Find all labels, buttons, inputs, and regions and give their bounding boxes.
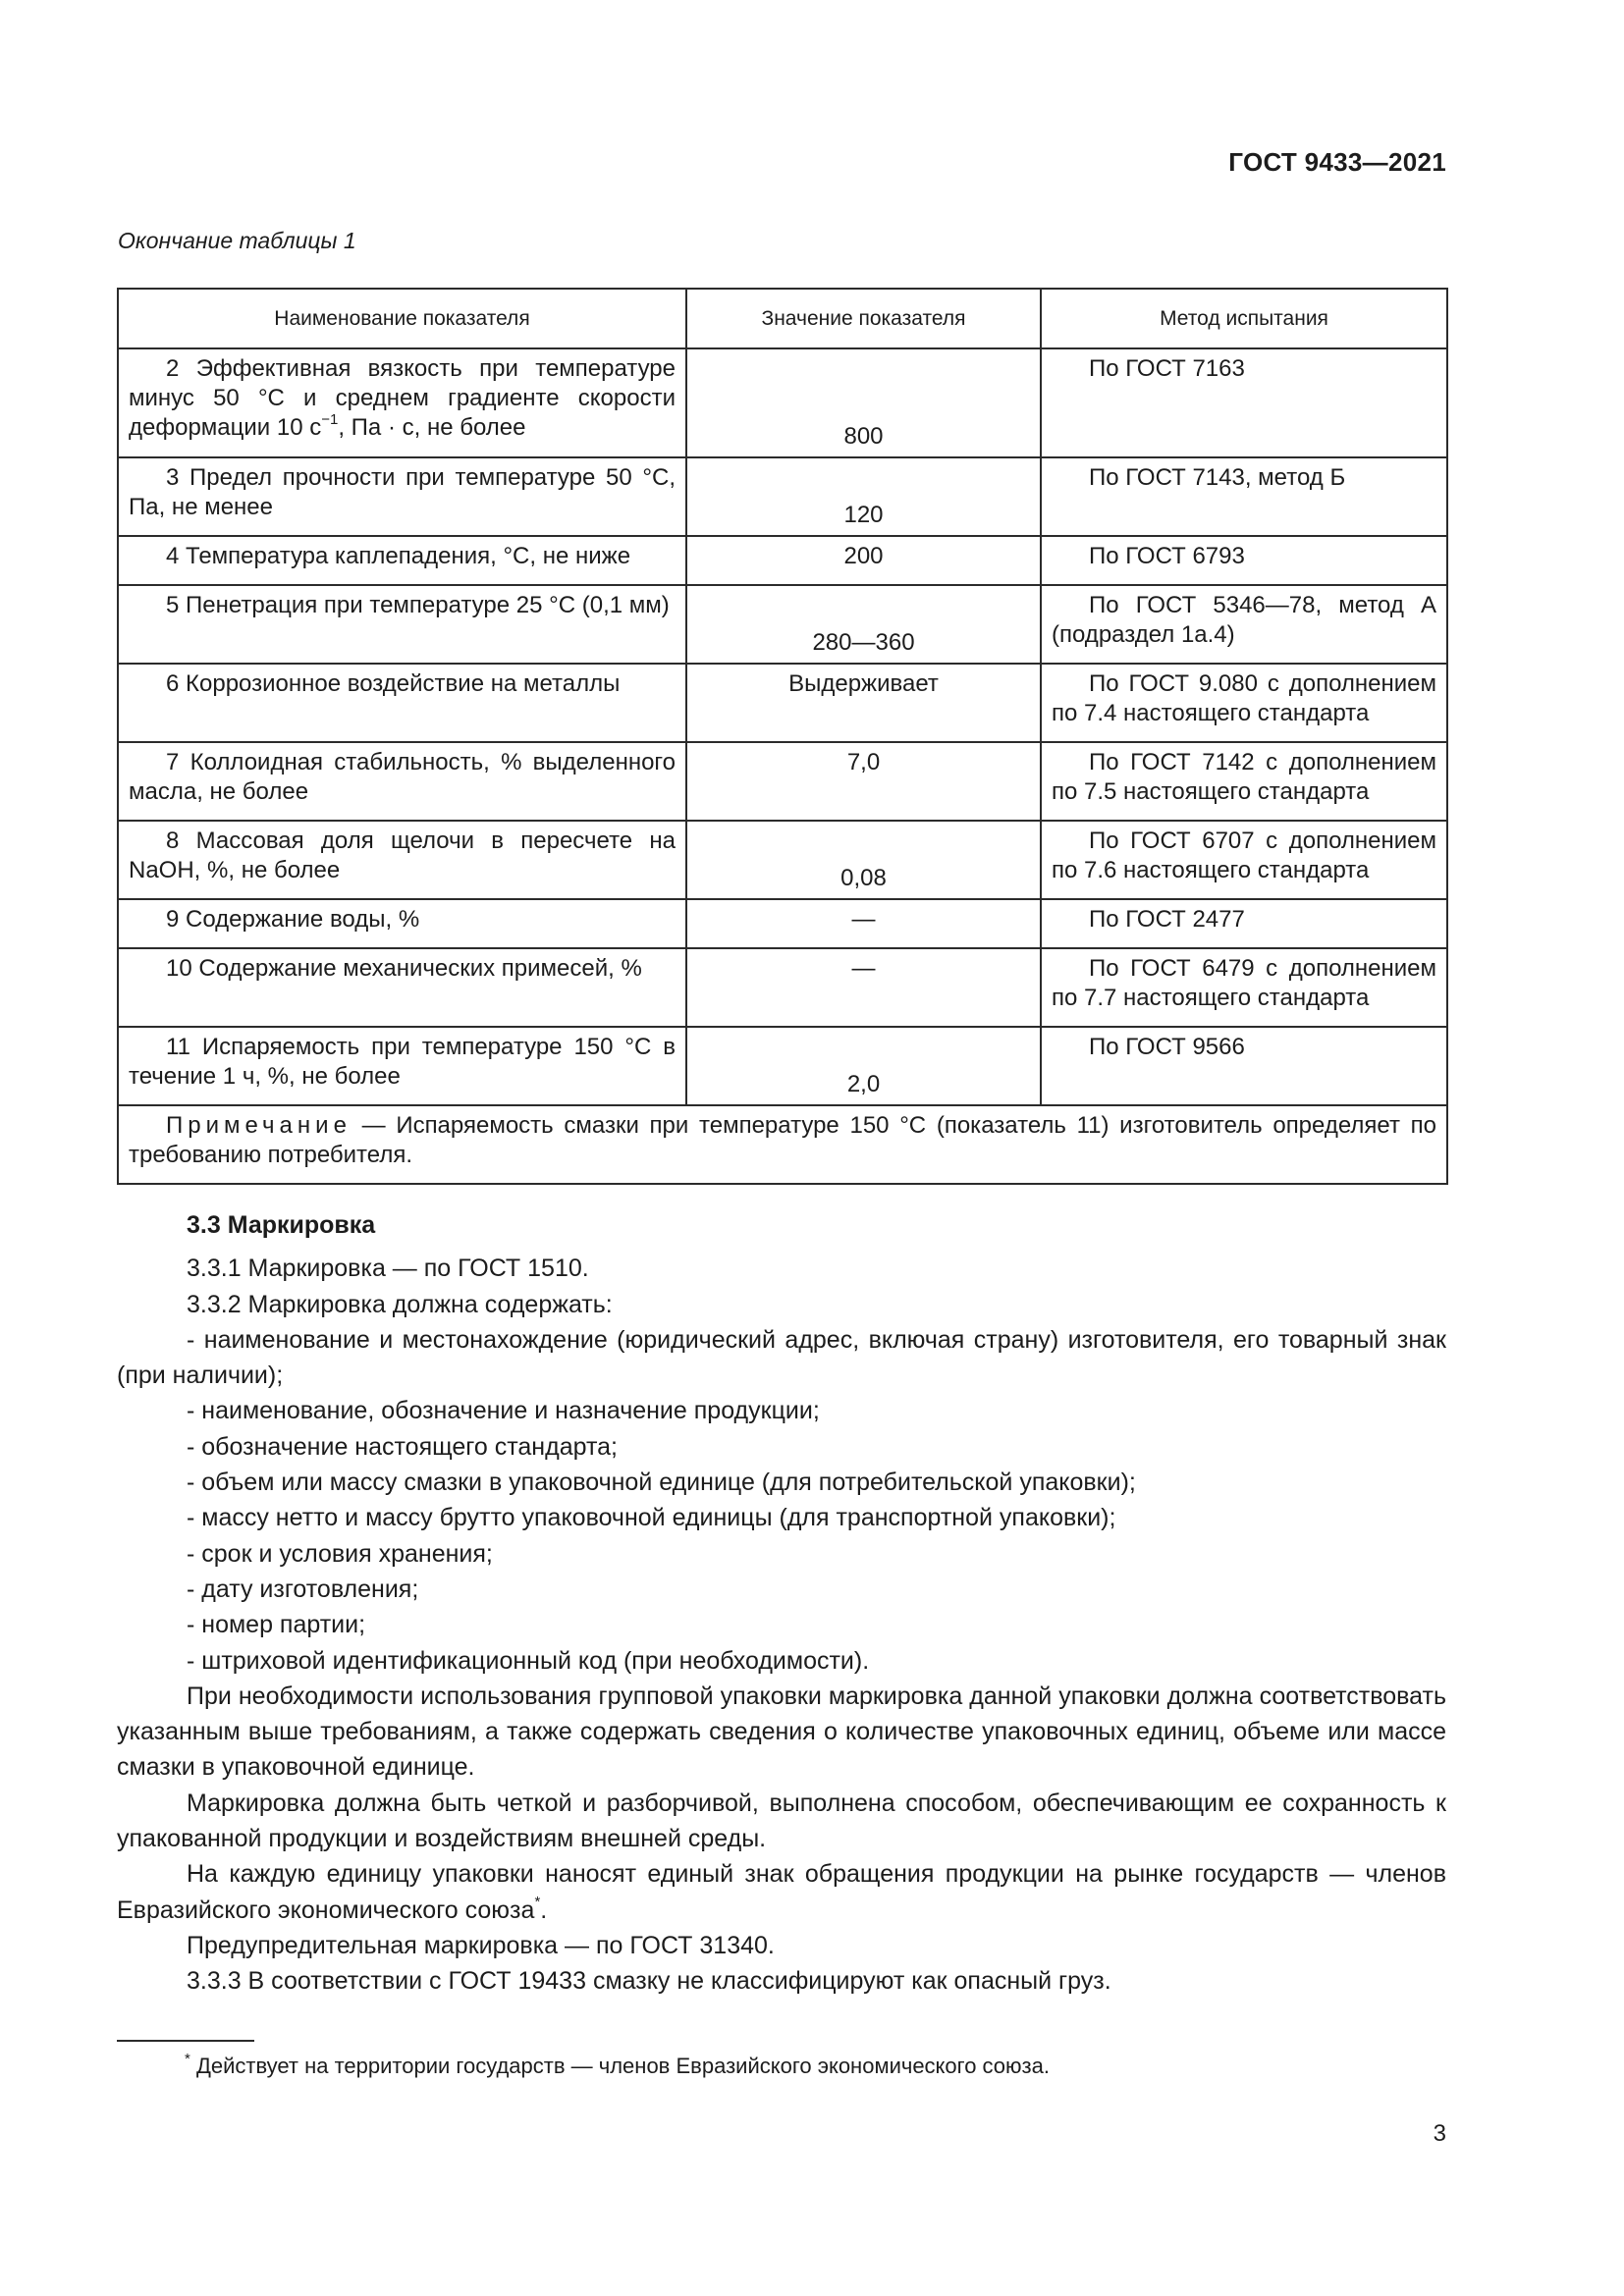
row-name-cell: 11 Испаряемость при температуре 150 °С в течение 1 ч, %, не более xyxy=(118,1027,686,1105)
paragraph: 3.3.3 В соответствии с ГОСТ 19433 смазку не классифицируют как опасный груз. xyxy=(187,1967,1111,1996)
row-method-cell: По ГОСТ 6793 xyxy=(1041,536,1447,585)
paragraph: При необходимости использования групповой упаковки маркировка данной упаковки должна соответствовать указанным выше требованиям, а также содержать сведения о количестве упаковочных единиц, объеме или массе смазки в упаковочной единице. xyxy=(117,1682,1446,1782)
list-item: - объем или массу смазки в упаковочной единице (для потребительской упаковки); xyxy=(187,1468,1136,1497)
footnote-text: Действует на территории государств — членов Евразийского экономического союза. xyxy=(189,2054,1050,2078)
section-heading: 3.3 Маркировка xyxy=(187,1211,376,1239)
row-name-cell: 10 Содержание механических примесей, % xyxy=(118,948,686,1027)
note-label: Примечание xyxy=(166,1112,352,1139)
paragraph: Маркировка должна быть четкой и разборчивой, выполнена способом, обеспечивающим ее сохранность к упакованной продукции и воздействиям внешней среды. xyxy=(117,1789,1446,1853)
row-value-cell: — xyxy=(686,899,1041,948)
paragraph: Предупредительная маркировка — по ГОСТ 31340. xyxy=(187,1931,775,1959)
row-value-cell: — xyxy=(686,948,1041,1027)
column-header-method: Метод испытания xyxy=(1041,289,1447,348)
table-row xyxy=(118,742,1447,821)
row-value-cell: 280—360 xyxy=(686,585,1041,664)
column-header-name: Наименование показателя xyxy=(118,289,686,348)
table-row xyxy=(118,948,1447,1027)
table-row xyxy=(118,348,1447,457)
marking-section xyxy=(117,1207,1446,2000)
row-value-cell: Выдерживает xyxy=(686,664,1041,742)
list-item: - массу нетто и массу брутто упаковочной единицы (для транспортной упаковки); xyxy=(187,1504,1116,1532)
table-caption: Окончание таблицы 1 xyxy=(118,228,356,253)
row-method-cell: По ГОСТ 7163 xyxy=(1041,348,1447,457)
table-row xyxy=(118,664,1447,742)
list-item: - номер партии; xyxy=(187,1611,366,1639)
table-note xyxy=(118,1105,1447,1184)
row-value-cell: 800 xyxy=(686,348,1041,457)
row-method-cell: По ГОСТ 6707 с дополнением по 7.6 настоящего стандарта xyxy=(1041,821,1447,899)
list-item: - дату изготовления; xyxy=(187,1575,419,1603)
list-item: - срок и условия хранения; xyxy=(187,1539,493,1568)
row-method-cell: По ГОСТ 6479 с дополнением по 7.7 настоящего стандарта xyxy=(1041,948,1447,1027)
row-name-cell: 3 Предел прочности при температуре 50 °С, Па, не менее xyxy=(118,457,686,536)
list-item: - обозначение настоящего стандарта; xyxy=(187,1432,618,1461)
table-row xyxy=(118,899,1447,948)
table-row xyxy=(118,536,1447,585)
row-method-cell: По ГОСТ 7143, метод Б xyxy=(1041,457,1447,536)
paragraph: 3.3.1 Маркировка — по ГОСТ 1510. xyxy=(187,1255,589,1283)
row-name-cell: 8 Массовая доля щелочи в пересчете на NaOH, %, не более xyxy=(118,821,686,899)
row-name-cell: 4 Температура каплепадения, °С, не ниже xyxy=(118,536,686,585)
footnote-mark: * xyxy=(185,2050,190,2067)
document-code: ГОСТ 9433—2021 xyxy=(1228,147,1446,177)
table-row xyxy=(118,585,1447,664)
row-method-cell: По ГОСТ 9566 xyxy=(1041,1027,1447,1105)
page-number: 3 xyxy=(1433,2120,1446,2147)
row-value-cell: 0,08 xyxy=(686,821,1041,899)
row-name-cell: 2 Эффективная вязкость при температуре минус 50 °С и среднем градиенте скорости деформации 10 $с^{-1}$, Па · с, не более xyxy=(118,348,686,457)
table-row xyxy=(118,457,1447,536)
row-method-cell: По ГОСТ 2477 xyxy=(1041,899,1447,948)
row-value-cell: 200 xyxy=(686,536,1041,585)
note-text: — Испаряемость смазки при температуре 150 °С (показатель 11) изготовитель определяет по требованию потребителя. xyxy=(129,1112,1436,1168)
row-name-cell: 7 Коллоидная стабильность, % выделенного масла, не более xyxy=(118,742,686,821)
row-method-cell: По ГОСТ 7142 с дополнением по 7.5 настоящего стандарта xyxy=(1041,742,1447,821)
table-row xyxy=(118,1027,1447,1105)
footnote-separator xyxy=(117,2040,254,2042)
row-name-cell: 5 Пенетрация при температуре 25 °С (0,1 мм) xyxy=(118,585,686,664)
row-method-cell: По ГОСТ 9.080 с дополнением по 7.4 настоящего стандарта xyxy=(1041,664,1447,742)
table-row xyxy=(118,821,1447,899)
footnote-reference: * xyxy=(534,1894,541,1911)
list-item: - штриховой идентификационный код (при необходимости). xyxy=(187,1646,870,1675)
column-header-value: Значение показателя xyxy=(686,289,1041,348)
table-header-row xyxy=(118,289,1447,348)
list-item: - наименование, обозначение и назначение продукции; xyxy=(187,1397,820,1425)
table-note-row xyxy=(118,1105,1447,1184)
paragraph: 3.3.2 Маркировка должна содержать: xyxy=(187,1290,613,1318)
row-name-cell: 6 Коррозионное воздействие на металлы xyxy=(118,664,686,742)
row-value-cell: 120 xyxy=(686,457,1041,536)
row-method-cell: По ГОСТ 5346—78, метод А (подраздел 1а.4) xyxy=(1041,585,1447,664)
list-item: - наименование и местонахождение (юридический адрес, включая страну) изготовителя, его товарный знак (при наличии); xyxy=(117,1325,1446,1390)
paragraph: На каждую единицу упаковки наносят единый знак обращения продукции на рынке государств — членов Евразийского экономического союза*. xyxy=(117,1860,1446,1924)
row-value-cell: 7,0 xyxy=(686,742,1041,821)
footnote xyxy=(185,2050,1050,2079)
specification-table xyxy=(117,288,1448,1185)
row-value-cell: 2,0 xyxy=(686,1027,1041,1105)
row-name-cell: 9 Содержание воды, % xyxy=(118,899,686,948)
